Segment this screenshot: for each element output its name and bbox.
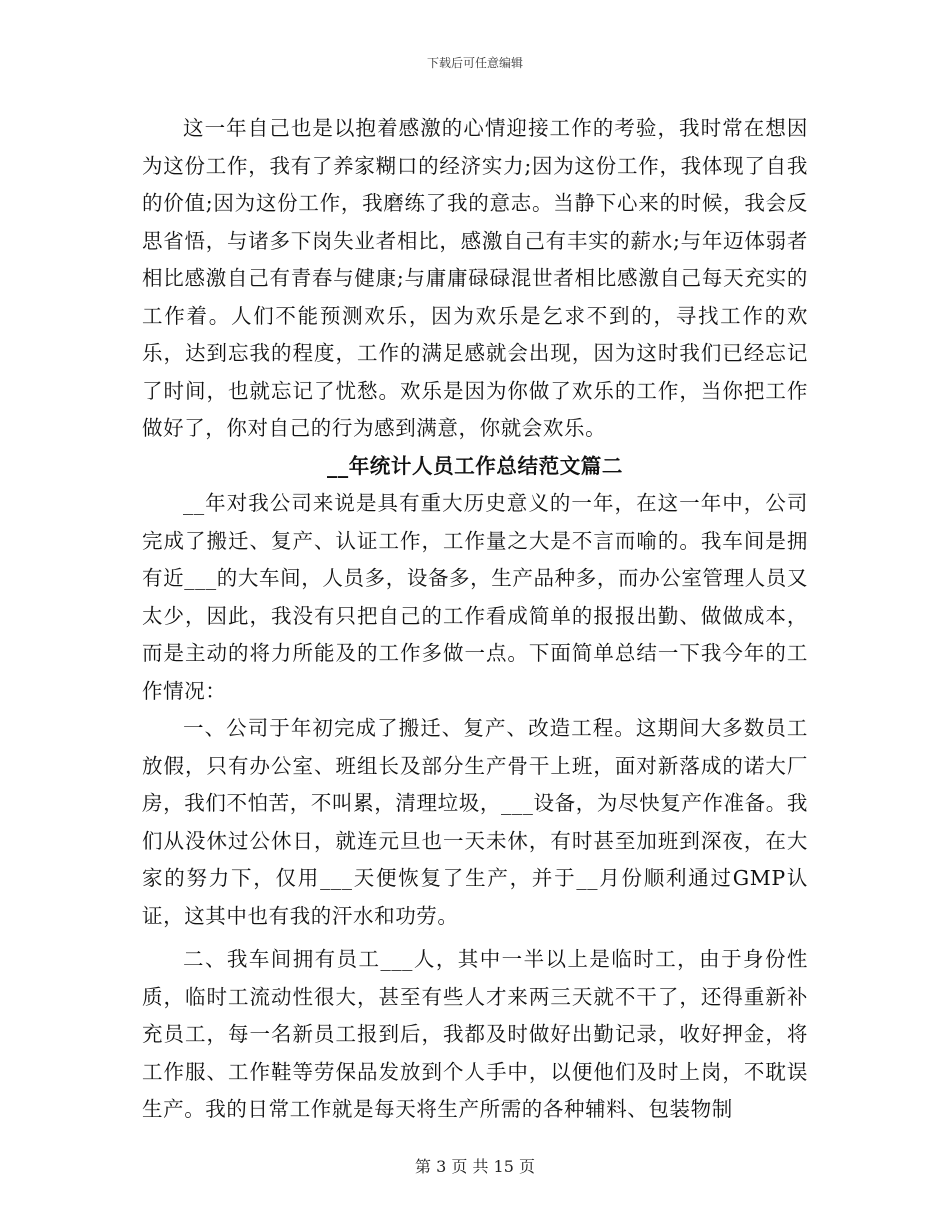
page-number: 第 3 页 共 15 页	[415, 1157, 535, 1176]
document-body	[142, 110, 808, 1129]
paragraph-gratitude: 这一年自己也是以抱着感激的心情迎接工作的考验，我时常在想因为这份工作，我有了养家糊口的经济实力;因为这份工作，我体现了自我的价值;因为这份工作，我磨练了我的意志。当静下心来的时候，我会反思省悟，与诸多下岗失业者相比，感激自己有丰实的薪水;与年迈体弱者相比感激自己有青春与健康;与庸庸碌碌混世者相比感激自己每天充实的工作着。人们不能预测欢乐，因为欢乐是乞求不到的，寻找工作的欢乐，达到忘我的程度，工作的满足感就会出现，因为这时我们已经忘记了时间，也就忘记了忧愁。欢乐是因为你做了欢乐的工作，当你把工作做好了，你对自己的行为感到满意，你就会欢乐。	[142, 116, 808, 440]
section-heading: __年统计人员工作总结范文篇二	[327, 453, 623, 478]
page-header: 下载后可任意编辑	[426, 56, 523, 70]
paragraph-item-two: 二、我车间拥有员工___人，其中一半以上是临时工，由于身份性质，临时工流动性很大，甚至有些人才来两三天就不干了，还得重新补充员工，每一名新员工报到后，我都及时做好出勤记录，收好押金，将工作服、工作鞋等劳保品发放到个人手中，以便他们及时上岗，不耽误生产。我的日常工作就是每天将生产所需的各种辅料、包装物制	[142, 947, 808, 1121]
paragraph-item-one: 一、公司于年初完成了搬迁、复产、改造工程。这期间大多数员工放假，只有办公室、班组长及部分生产骨干上班，面对新落成的诺大厂房，我们不怕苦，不叫累，清理垃圾，___设备，为尽快复产作准备。我们从没休过公休日，就连元旦也一天未休，有时甚至加班到深夜，在大家的努力下，仅用___天便恢复了生产，并于__月份顺利通过GMP认证，这其中也有我的汗水和功劳。	[142, 716, 808, 928]
paragraph-intro: __年对我公司来说是具有重大历史意义的一年，在这一年中，公司完成了搬迁、复产、认证工作，工作量之大是不言而喻的。我车间是拥有近___的大车间，人员多，设备多，生产品种多，而办公室管理人员又太少，因此，我没有只把自己的工作看成简单的报报出勤、做做成本，而是主动的将力所能及的工作多做一点。下面简单总结一下我今年的工作情况：	[142, 491, 808, 703]
